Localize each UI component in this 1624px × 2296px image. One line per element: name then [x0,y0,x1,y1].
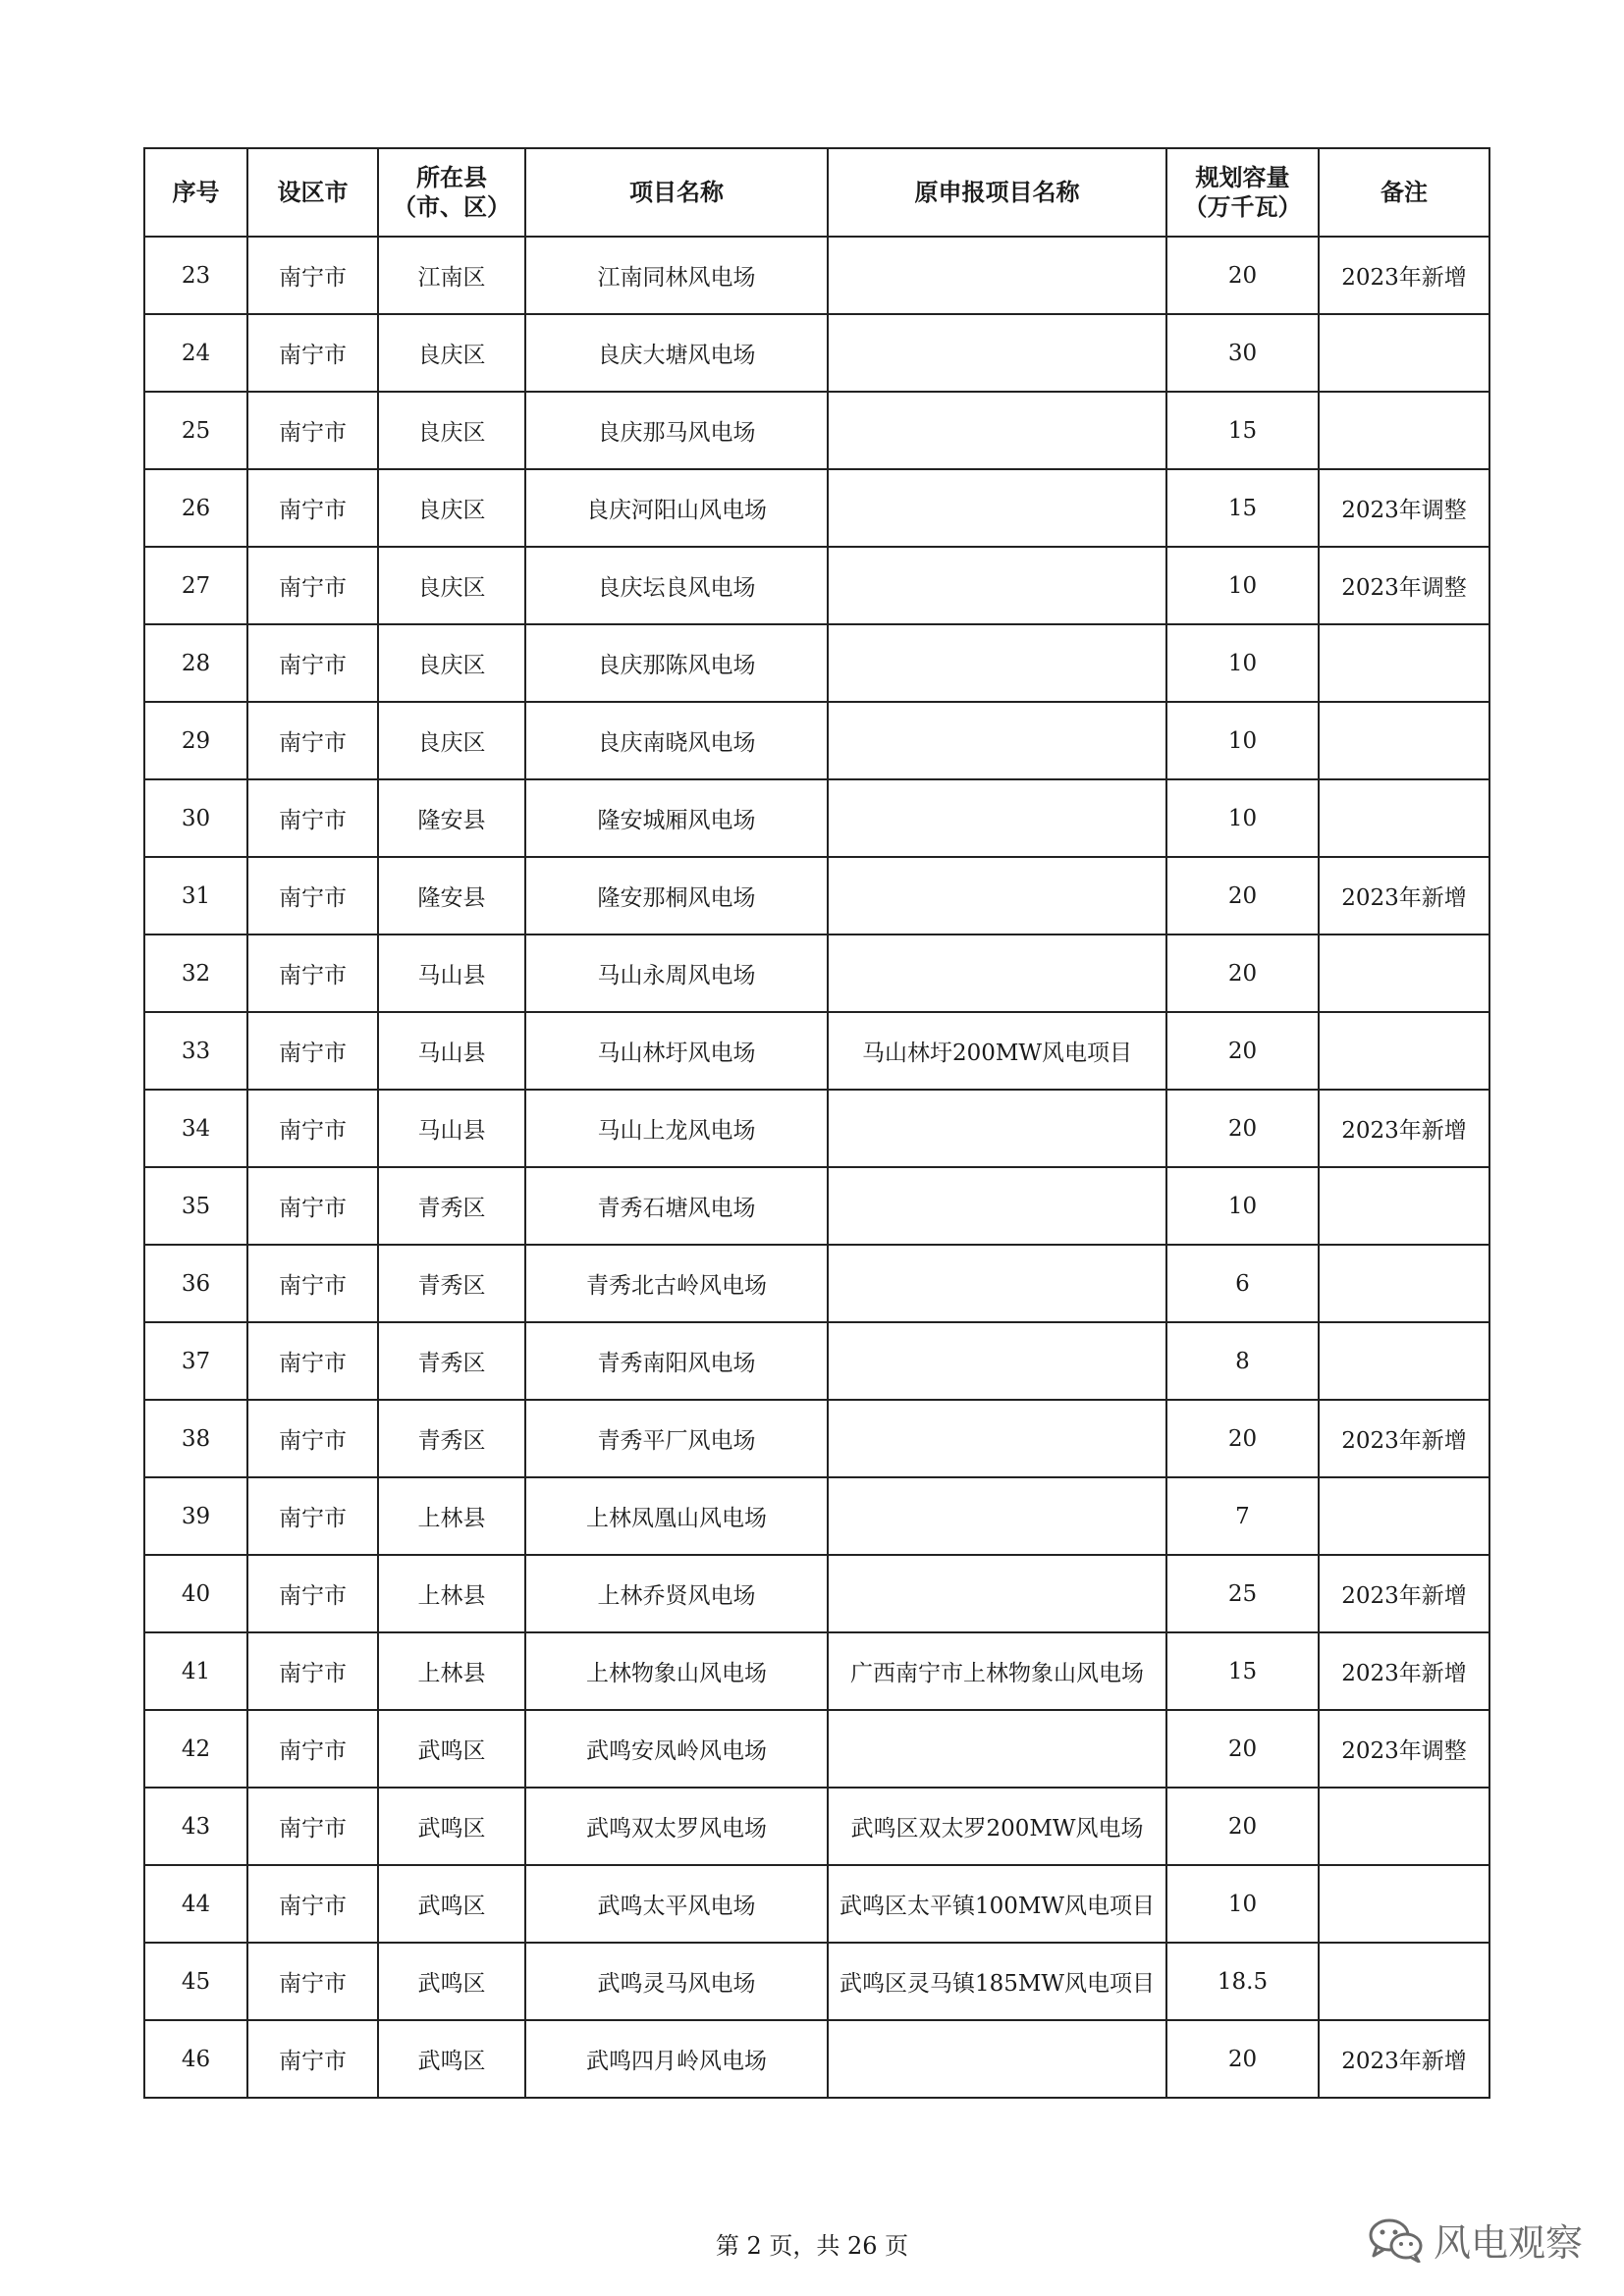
cell-capacity: 10 [1166,1865,1319,1943]
cell-city: 南宁市 [247,547,378,624]
cell-project-name: 青秀石塘风电场 [525,1167,828,1245]
cell-index: 36 [144,1245,247,1322]
cell-original-name [828,624,1166,702]
cell-index: 35 [144,1167,247,1245]
cell-original-name [828,314,1166,392]
table-row [144,392,1489,469]
table-row [144,547,1489,624]
cell-index: 34 [144,1090,247,1167]
header-index: 序号 [144,148,247,237]
wechat-icon [1369,2217,1424,2263]
table-row [144,1865,1489,1943]
cell-county: 良庆区 [378,547,525,624]
cell-index: 29 [144,702,247,779]
table-row [144,1400,1489,1477]
table-row [144,1788,1489,1865]
cell-remarks [1319,1322,1489,1400]
cell-index: 45 [144,1943,247,2020]
cell-city: 南宁市 [247,314,378,392]
cell-city: 南宁市 [247,1477,378,1555]
cell-capacity: 20 [1166,237,1319,314]
cell-capacity: 20 [1166,1012,1319,1090]
cell-index: 44 [144,1865,247,1943]
cell-original-name: 马山林圩200MW风电项目 [828,1012,1166,1090]
cell-project-name: 马山永周风电场 [525,934,828,1012]
cell-remarks [1319,1245,1489,1322]
cell-county: 良庆区 [378,702,525,779]
cell-original-name [828,1477,1166,1555]
cell-remarks [1319,624,1489,702]
cell-capacity: 10 [1166,624,1319,702]
cell-index: 39 [144,1477,247,1555]
cell-remarks: 2023年调整 [1319,547,1489,624]
cell-remarks: 2023年新增 [1319,1400,1489,1477]
cell-county: 上林县 [378,1632,525,1710]
cell-original-name [828,547,1166,624]
table-row [144,1245,1489,1322]
cell-capacity: 8 [1166,1322,1319,1400]
cell-city: 南宁市 [247,237,378,314]
cell-project-name: 良庆河阳山风电场 [525,469,828,547]
cell-original-name [828,469,1166,547]
cell-county: 隆安县 [378,857,525,934]
cell-county: 武鸣区 [378,2020,525,2098]
header-county: 所在县 （市、区） [378,148,525,237]
cell-capacity: 20 [1166,934,1319,1012]
cell-county: 青秀区 [378,1322,525,1400]
page-footer: 第 2 页，共 26 页 [715,2232,909,2260]
header-remarks: 备注 [1319,148,1489,237]
cell-remarks: 2023年新增 [1319,237,1489,314]
cell-remarks [1319,392,1489,469]
cell-original-name: 广西南宁市上林物象山风电场 [828,1632,1166,1710]
cell-index: 30 [144,779,247,857]
cell-city: 南宁市 [247,1167,378,1245]
cell-city: 南宁市 [247,1012,378,1090]
project-table [143,147,1490,2099]
cell-city: 南宁市 [247,1090,378,1167]
cell-city: 南宁市 [247,1943,378,2020]
cell-remarks [1319,702,1489,779]
cell-capacity: 20 [1166,2020,1319,2098]
cell-county: 隆安县 [378,779,525,857]
cell-project-name: 隆安那桐风电场 [525,857,828,934]
watermark-text: 风电观察 [1434,2221,1584,2265]
cell-index: 40 [144,1555,247,1632]
cell-remarks: 2023年新增 [1319,1555,1489,1632]
cell-city: 南宁市 [247,934,378,1012]
table-row [144,702,1489,779]
cell-city: 南宁市 [247,1245,378,1322]
cell-capacity: 10 [1166,779,1319,857]
cell-capacity: 15 [1166,1632,1319,1710]
cell-index: 31 [144,857,247,934]
header-capacity: 规划容量 （万千瓦） [1166,148,1319,237]
cell-project-name: 良庆南晓风电场 [525,702,828,779]
cell-remarks: 2023年调整 [1319,1710,1489,1788]
table-row [144,1710,1489,1788]
cell-county: 上林县 [378,1555,525,1632]
cell-capacity: 18.5 [1166,1943,1319,2020]
cell-original-name [828,857,1166,934]
cell-remarks [1319,934,1489,1012]
cell-city: 南宁市 [247,1555,378,1632]
header-project-name: 项目名称 [525,148,828,237]
cell-remarks [1319,1012,1489,1090]
cell-project-name: 上林凤凰山风电场 [525,1477,828,1555]
cell-county: 青秀区 [378,1167,525,1245]
cell-index: 32 [144,934,247,1012]
cell-city: 南宁市 [247,1788,378,1865]
cell-project-name: 武鸣灵马风电场 [525,1943,828,2020]
table-row [144,2020,1489,2098]
cell-remarks [1319,1477,1489,1555]
cell-city: 南宁市 [247,1865,378,1943]
cell-capacity: 20 [1166,1788,1319,1865]
cell-original-name [828,1090,1166,1167]
cell-original-name [828,1400,1166,1477]
cell-project-name: 青秀平厂风电场 [525,1400,828,1477]
cell-original-name [828,237,1166,314]
table-row [144,857,1489,934]
cell-city: 南宁市 [247,857,378,934]
table-body [144,237,1489,2098]
cell-county: 良庆区 [378,469,525,547]
table-row [144,1943,1489,2020]
table-header-row [144,148,1489,237]
cell-original-name [828,2020,1166,2098]
cell-city: 南宁市 [247,1632,378,1710]
cell-county: 良庆区 [378,314,525,392]
cell-project-name: 良庆坛良风电场 [525,547,828,624]
cell-index: 25 [144,392,247,469]
cell-index: 43 [144,1788,247,1865]
header-city: 设区市 [247,148,378,237]
cell-remarks: 2023年新增 [1319,857,1489,934]
cell-capacity: 15 [1166,392,1319,469]
cell-remarks [1319,1943,1489,2020]
cell-index: 26 [144,469,247,547]
table-row [144,1167,1489,1245]
cell-capacity: 25 [1166,1555,1319,1632]
table-row [144,314,1489,392]
cell-county: 马山县 [378,1090,525,1167]
cell-remarks [1319,1865,1489,1943]
cell-project-name: 良庆那马风电场 [525,392,828,469]
cell-county: 青秀区 [378,1400,525,1477]
table-row [144,1477,1489,1555]
cell-capacity: 20 [1166,1400,1319,1477]
cell-project-name: 江南同林风电场 [525,237,828,314]
cell-project-name: 隆安城厢风电场 [525,779,828,857]
cell-index: 24 [144,314,247,392]
cell-capacity: 20 [1166,857,1319,934]
cell-original-name [828,1167,1166,1245]
cell-project-name: 武鸣太平风电场 [525,1865,828,1943]
cell-county: 武鸣区 [378,1943,525,2020]
cell-original-name [828,934,1166,1012]
cell-capacity: 20 [1166,1090,1319,1167]
cell-city: 南宁市 [247,1710,378,1788]
cell-index: 27 [144,547,247,624]
cell-index: 42 [144,1710,247,1788]
cell-index: 38 [144,1400,247,1477]
cell-city: 南宁市 [247,2020,378,2098]
table-row [144,624,1489,702]
cell-city: 南宁市 [247,779,378,857]
cell-city: 南宁市 [247,702,378,779]
table-row [144,1555,1489,1632]
cell-city: 南宁市 [247,1322,378,1400]
cell-capacity: 15 [1166,469,1319,547]
cell-project-name: 青秀南阳风电场 [525,1322,828,1400]
cell-original-name: 武鸣区双太罗200MW风电场 [828,1788,1166,1865]
cell-original-name [828,779,1166,857]
cell-city: 南宁市 [247,1400,378,1477]
cell-county: 江南区 [378,237,525,314]
cell-index: 23 [144,237,247,314]
cell-county: 良庆区 [378,392,525,469]
cell-remarks [1319,1788,1489,1865]
cell-project-name: 上林乔贤风电场 [525,1555,828,1632]
cell-remarks: 2023年新增 [1319,2020,1489,2098]
table-row [144,469,1489,547]
cell-project-name: 良庆那陈风电场 [525,624,828,702]
cell-project-name: 良庆大塘风电场 [525,314,828,392]
cell-project-name: 武鸣双太罗风电场 [525,1788,828,1865]
cell-county: 武鸣区 [378,1865,525,1943]
cell-county: 良庆区 [378,624,525,702]
cell-project-name: 马山林圩风电场 [525,1012,828,1090]
cell-project-name: 武鸣安凤岭风电场 [525,1710,828,1788]
cell-city: 南宁市 [247,469,378,547]
cell-remarks: 2023年调整 [1319,469,1489,547]
cell-city: 南宁市 [247,624,378,702]
cell-project-name: 青秀北古岭风电场 [525,1245,828,1322]
cell-remarks: 2023年新增 [1319,1632,1489,1710]
cell-county: 马山县 [378,934,525,1012]
cell-remarks [1319,314,1489,392]
cell-county: 马山县 [378,1012,525,1090]
cell-index: 28 [144,624,247,702]
cell-county: 上林县 [378,1477,525,1555]
watermark [1369,2213,1583,2267]
cell-index: 41 [144,1632,247,1710]
table-row [144,237,1489,314]
cell-city: 南宁市 [247,392,378,469]
cell-remarks: 2023年新增 [1319,1090,1489,1167]
cell-index: 37 [144,1322,247,1400]
cell-capacity: 20 [1166,1710,1319,1788]
table-row [144,1322,1489,1400]
cell-original-name [828,1710,1166,1788]
cell-index: 33 [144,1012,247,1090]
cell-capacity: 10 [1166,547,1319,624]
cell-capacity: 10 [1166,1167,1319,1245]
cell-original-name [828,1555,1166,1632]
cell-index: 46 [144,2020,247,2098]
cell-original-name [828,392,1166,469]
table-row [144,1012,1489,1090]
cell-capacity: 30 [1166,314,1319,392]
cell-original-name: 武鸣区灵马镇185MW风电项目 [828,1943,1166,2020]
table-row [144,1632,1489,1710]
cell-project-name: 马山上龙风电场 [525,1090,828,1167]
cell-project-name: 上林物象山风电场 [525,1632,828,1710]
cell-original-name: 武鸣区太平镇100MW风电项目 [828,1865,1166,1943]
table-row [144,779,1489,857]
header-original-name: 原申报项目名称 [828,148,1166,237]
cell-capacity: 10 [1166,702,1319,779]
cell-project-name: 武鸣四月岭风电场 [525,2020,828,2098]
cell-county: 武鸣区 [378,1788,525,1865]
cell-county: 青秀区 [378,1245,525,1322]
table-row [144,1090,1489,1167]
table-row [144,934,1489,1012]
cell-capacity: 7 [1166,1477,1319,1555]
cell-capacity: 6 [1166,1245,1319,1322]
cell-original-name [828,1245,1166,1322]
cell-original-name [828,702,1166,779]
cell-county: 武鸣区 [378,1710,525,1788]
cell-remarks [1319,779,1489,857]
cell-original-name [828,1322,1166,1400]
cell-remarks [1319,1167,1489,1245]
